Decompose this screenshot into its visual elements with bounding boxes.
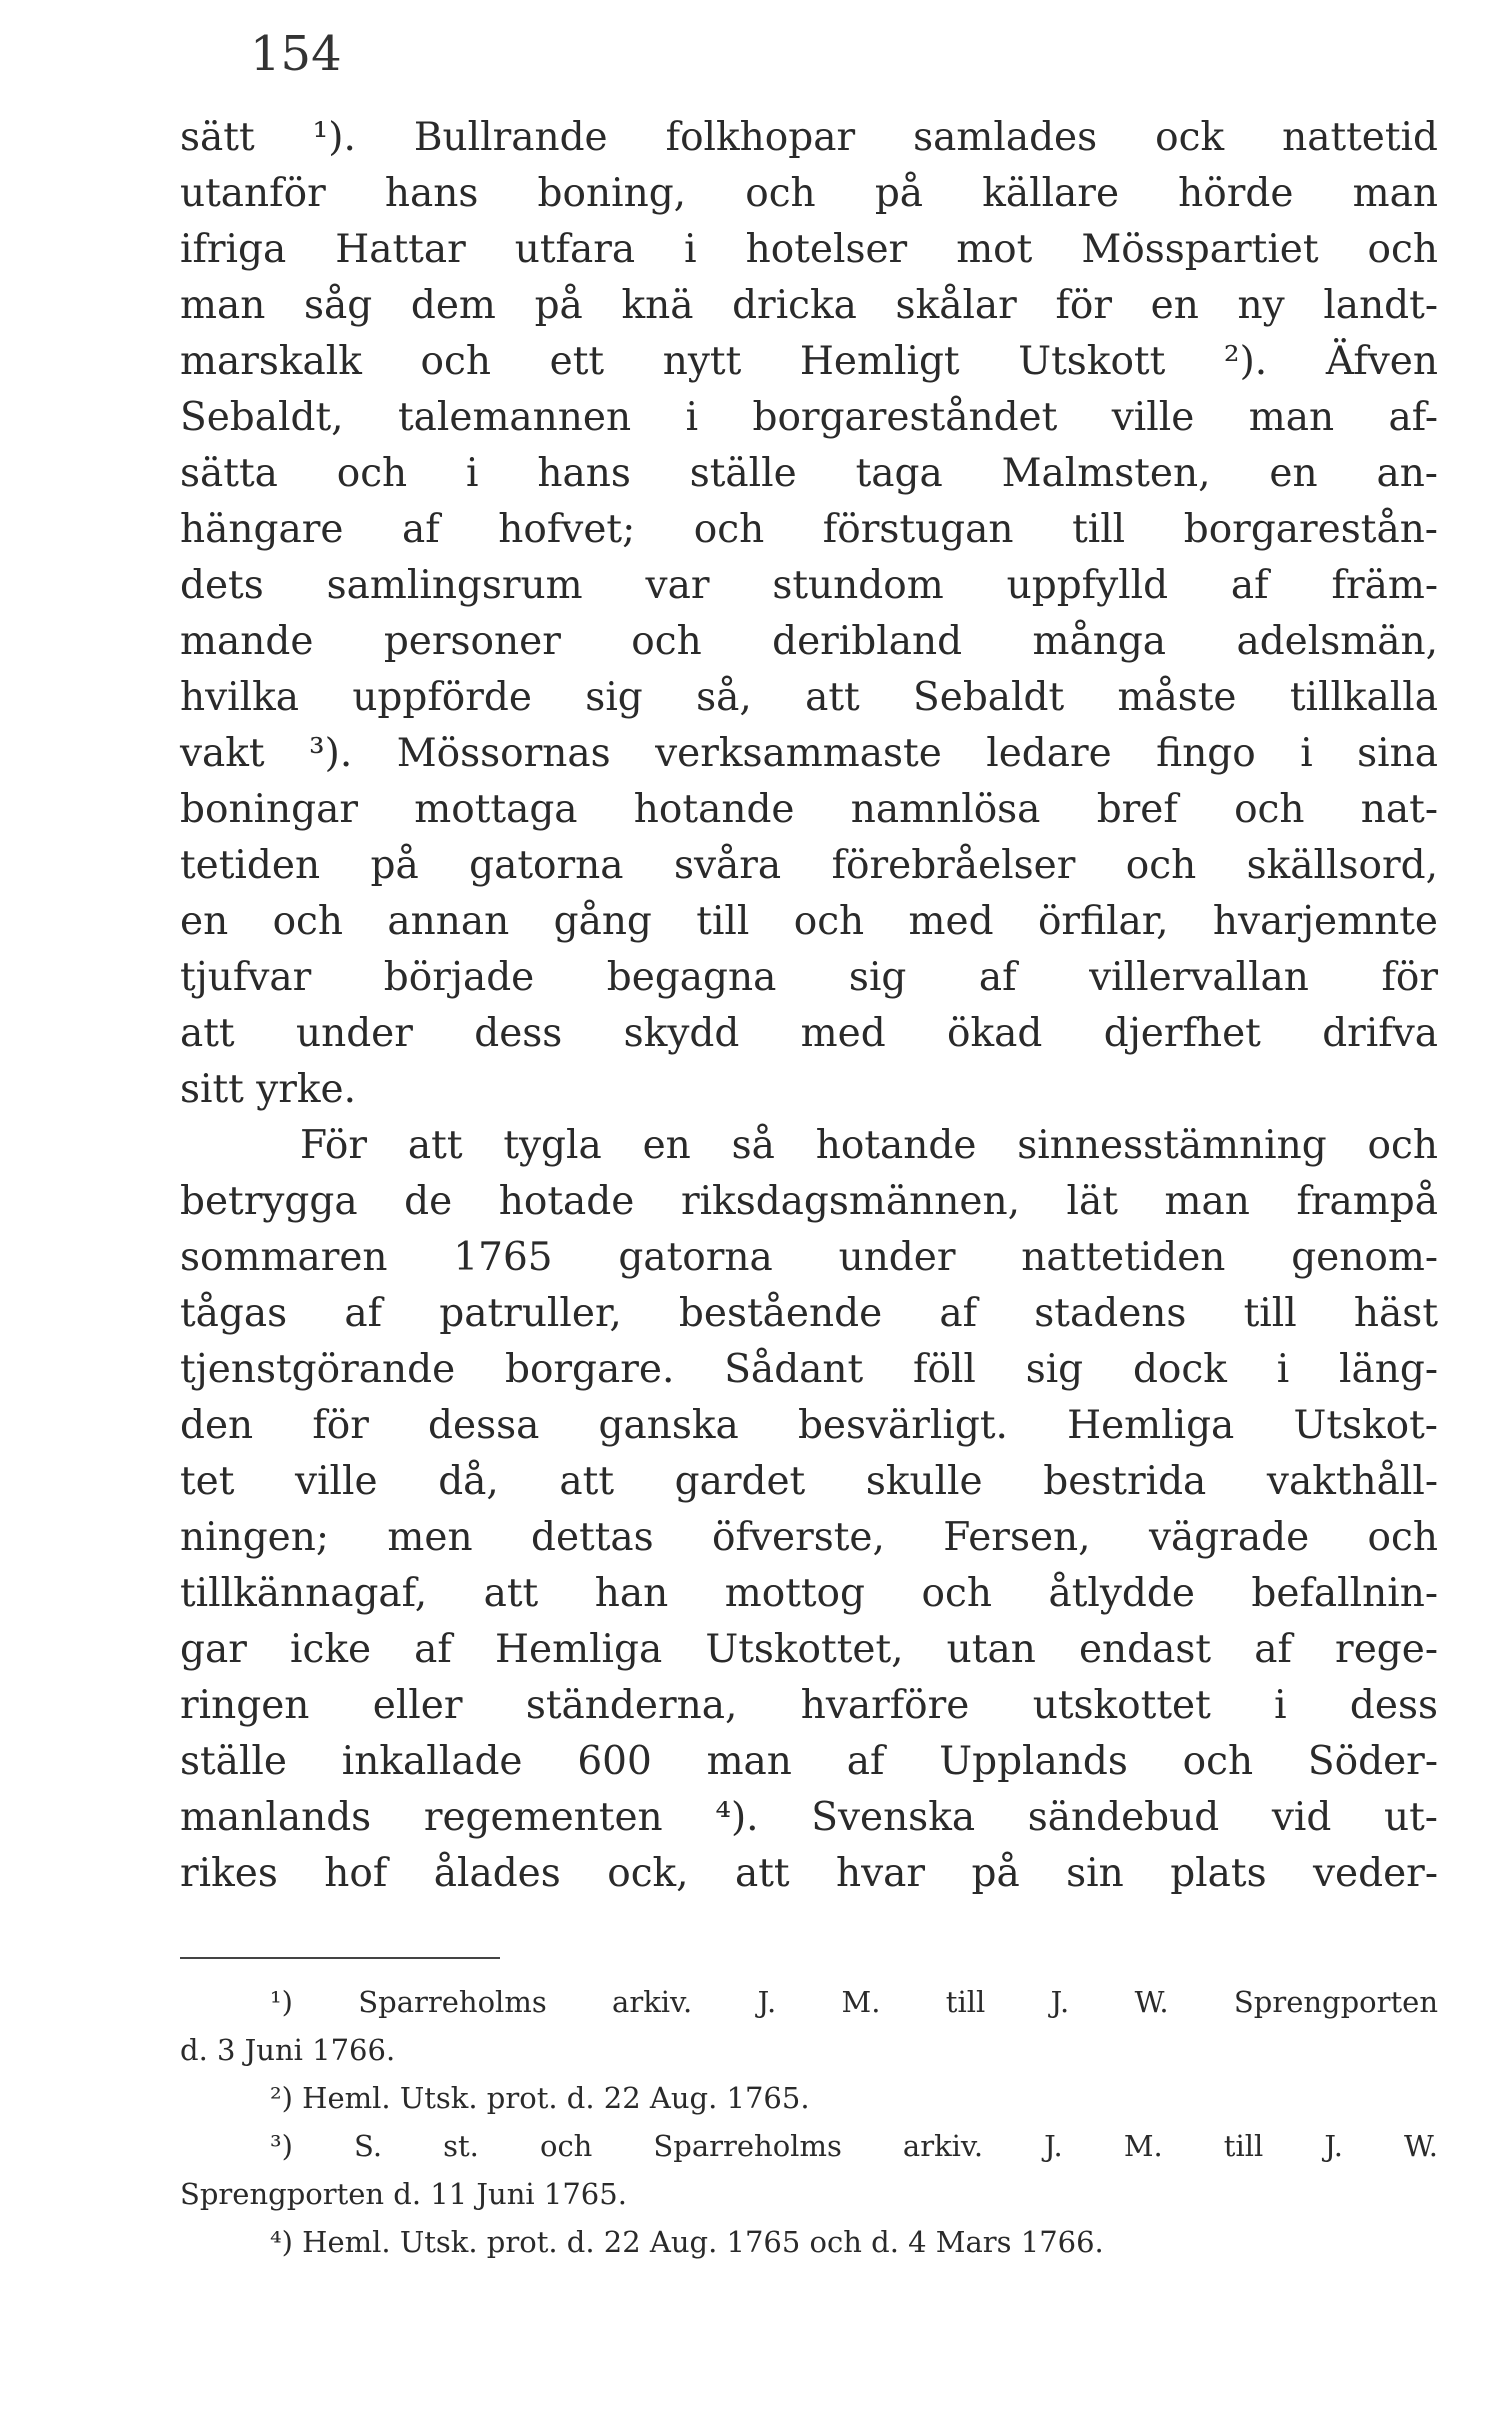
text-line: ringen eller ständerna, hvarföre utskottet i dess [180, 1683, 1438, 1728]
footnote-line: ¹) Sparreholms arkiv. J. M. till J. W. Sprengporten [270, 1985, 1438, 2019]
text-line: gar icke af Hemliga Utskottet, utan endast af rege- [180, 1627, 1438, 1672]
text-line: tågas af patruller, bestående af stadens till häst [180, 1291, 1438, 1336]
text-line: marskalk och ett nytt Hemligt Utskott ²). Äfven [180, 339, 1438, 384]
text-line: boningar mottaga hotande namnlösa bref och nat- [180, 787, 1438, 832]
text-line: tet ville då, att gardet skulle bestrida vakthåll- [180, 1459, 1438, 1504]
text-line: sommaren 1765 gatorna under nattetiden genom- [180, 1235, 1438, 1280]
footnote-line: ²) Heml. Utsk. prot. d. 22 Aug. 1765. [270, 2081, 810, 2115]
text-line: ifriga Hattar utfara i hotelser mot Mösspartiet och [180, 227, 1438, 272]
text-line: vakt ³). Mössornas verksammaste ledare fingo i sina [180, 731, 1438, 776]
text-line: man såg dem på knä dricka skålar för en ny landt- [180, 283, 1438, 328]
text-line: hängare af hofvet; och förstugan till borgarestån- [180, 507, 1438, 552]
text-line: utanför hans boning, och på källare hörde man [180, 171, 1438, 216]
text-line: sitt yrke. [180, 1067, 357, 1112]
page-number: 154 [250, 26, 342, 82]
footnotes [180, 1978, 1438, 2266]
main-text [180, 110, 1438, 1902]
text-line: tillkännagaf, att han mottog och åtlydde befallnin- [180, 1571, 1438, 1616]
footnote-line: ³) S. st. och Sparreholms arkiv. J. M. till J. W. [270, 2129, 1438, 2163]
text-line: tjufvar började begagna sig af villervallan för [180, 955, 1438, 1000]
text-line: tetiden på gatorna svåra förebråelser och skällsord, [180, 843, 1438, 888]
text-line: Sebaldt, talemannen i borgareståndet ville man af- [180, 395, 1438, 440]
text-line: För att tygla en så hotande sinnesstämning och [300, 1123, 1438, 1168]
text-line: ställe inkallade 600 man af Upplands och Söder- [180, 1739, 1438, 1784]
text-line: hvilka uppförde sig så, att Sebaldt måste tillkalla [180, 675, 1438, 720]
text-line: sätta och i hans ställe taga Malmsten, en an- [180, 451, 1438, 496]
text-line: den för dessa ganska besvärligt. Hemliga Utskot- [180, 1403, 1438, 1448]
text-line: betrygga de hotade riksdagsmännen, lät man frampå [180, 1179, 1438, 1224]
footnote-line: Sprengporten d. 11 Juni 1765. [180, 2177, 627, 2211]
text-line: ningen; men dettas öfverste, Fersen, vägrade och [180, 1515, 1438, 1560]
text-line: en och annan gång till och med örfilar, hvarjemnte [180, 899, 1438, 944]
text-line: dets samlingsrum var stundom uppfylld af främ- [180, 563, 1438, 608]
footnote-line: ⁴) Heml. Utsk. prot. d. 22 Aug. 1765 och d. 4 Mars 1766. [270, 2225, 1104, 2259]
text-line: sätt ¹). Bullrande folkhopar samlades ock nattetid [180, 115, 1438, 160]
text-line: manlands regementen ⁴). Svenska sändebud vid ut- [180, 1795, 1438, 1840]
text-line: tjenstgörande borgare. Sådant föll sig dock i läng- [180, 1347, 1438, 1392]
footnote-divider [180, 1957, 500, 1959]
text-line: mande personer och deribland många adelsmän, [180, 619, 1438, 664]
text-line: att under dess skydd med ökad djerfhet drifva [180, 1011, 1438, 1056]
footnote-line: d. 3 Juni 1766. [180, 2033, 396, 2067]
text-line: rikes hof ålades ock, att hvar på sin plats veder- [180, 1851, 1438, 1896]
